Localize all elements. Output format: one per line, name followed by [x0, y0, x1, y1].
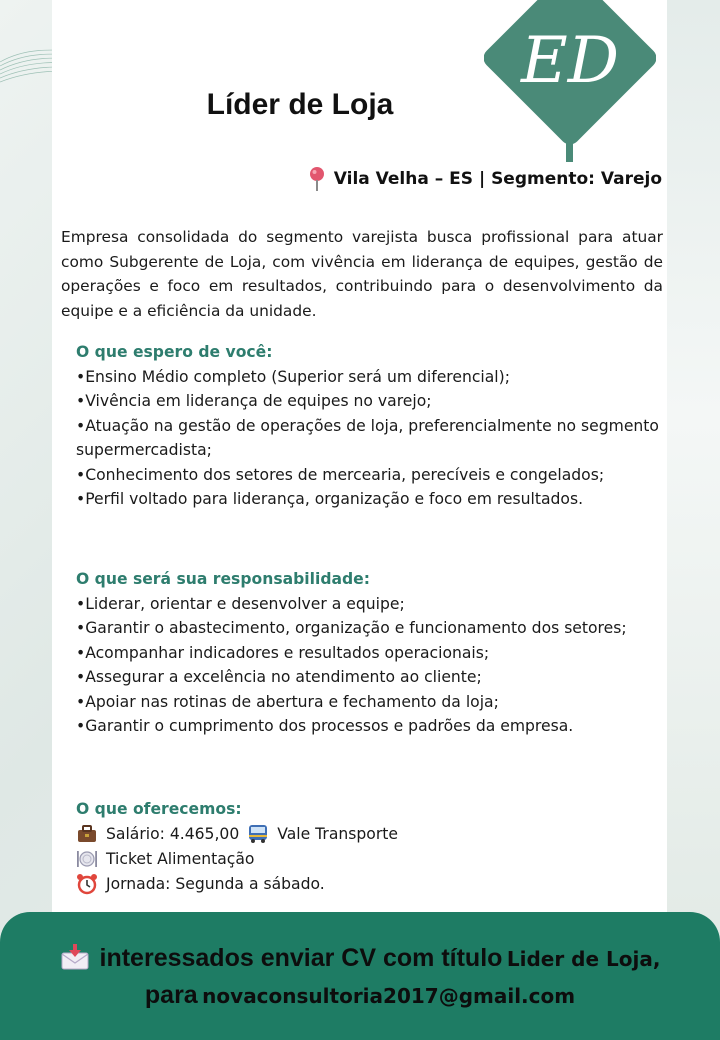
list-item: •Assegurar a excelência no atendimento ao cliente; — [76, 668, 482, 686]
requirements-heading: O que espero de você: — [76, 343, 273, 361]
list-item: •Garantir o abastecimento, organização e funcionamento dos setores; — [76, 619, 627, 637]
list-item: •Atuação na gestão de operações de loja, preferencialmente no segmento supermercadista; — [76, 416, 659, 459]
list-item: •Garantir o cumprimento dos processos e padrões da empresa. — [76, 717, 574, 735]
contact-line-1 — [0, 944, 720, 973]
location-text: Vila Velha – ES | Segmento: Varejo — [333, 169, 662, 189]
list-item: •Ensino Médio completo (Superior será um diferencial); — [76, 367, 510, 386]
page-title: Líder de Loja — [206, 88, 394, 121]
contact-email[interactable]: novaconsultoria2017@gmail.com — [202, 984, 576, 1008]
meal-row — [76, 847, 666, 872]
location-pin-icon — [308, 166, 326, 192]
contact-instruction: interessados enviar CV com título — [99, 944, 503, 972]
contact-prefix: para — [144, 981, 198, 1009]
benefits-section — [76, 797, 666, 897]
requirements-section — [76, 340, 666, 512]
schedule-text: Jornada: Segunda a sábado. — [106, 874, 325, 893]
contact-job-title: Lider de Loja, — [506, 947, 661, 971]
ed-logo — [484, 0, 656, 162]
list-item: •Liderar, orientar e desenvolver a equipe; — [76, 594, 405, 613]
responsibilities-section — [76, 567, 666, 739]
bus-icon — [247, 823, 269, 845]
salary-text: Salário: 4.465,00 — [106, 824, 240, 843]
benefits-heading: O que oferecemos: — [76, 800, 242, 818]
meal-text: Ticket Alimentação — [106, 849, 255, 868]
list-item: •Conhecimento dos setores de mercearia, perecíveis e congelados; — [76, 465, 605, 484]
plate-icon — [76, 848, 98, 870]
salary-row — [76, 822, 666, 847]
mail-inbox-icon — [60, 944, 90, 970]
list-item: •Acompanhar indicadores e resultados operacionais; — [76, 643, 490, 662]
schedule-row — [76, 872, 666, 897]
contact-line-2 — [0, 981, 720, 1010]
list-item: •Apoiar nas rotinas de abertura e fechamento da loja; — [76, 692, 499, 711]
briefcase-icon — [76, 823, 98, 845]
contact-banner — [0, 912, 720, 1040]
location-line — [308, 166, 662, 192]
background-panel — [660, 0, 720, 1040]
intro-paragraph: Empresa consolidada do segmento varejista busca profissional para atuar como Subgerente de Loja, com vivência em liderança de equipes, gestão de operações e foco em resultados, contribuindo para o desenvolvimento da equipe e a eficiência da unidade. — [61, 228, 663, 320]
logo-text: ED — [520, 24, 620, 98]
list-item: •Perfil voltado para liderança, organização e foco em resultados. — [76, 490, 584, 508]
alarm-clock-icon — [76, 873, 98, 895]
responsibilities-heading: O que será sua responsabilidade: — [76, 570, 370, 588]
transport-text: Vale Transporte — [277, 824, 398, 843]
list-item: •Vivência em liderança de equipes no varejo; — [76, 392, 432, 410]
